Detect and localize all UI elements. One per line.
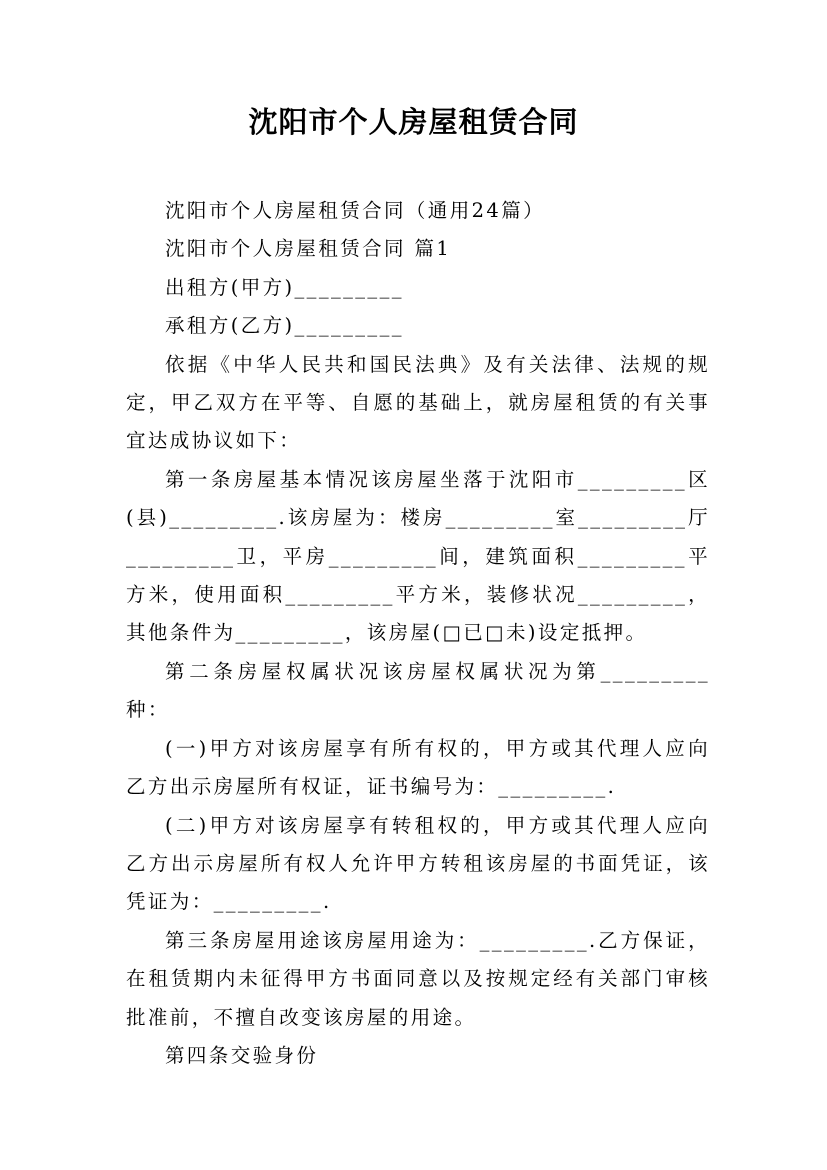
paragraph-lessor: 出租方(甲方)_________ — [165, 275, 404, 299]
paragraph-preamble: 依据《中华人民共和国民法典》及有关法律、法规的规定，甲乙双方在平等、自愿的基础上，就房屋租赁的有关事宜达成协议如下： — [126, 352, 710, 453]
paragraph-lessee: 承租方(乙方)_________ — [165, 314, 404, 338]
paragraph-article-2-item-2: (二)甲方对该房屋享有转租权的，甲方或其代理人应向乙方出示房屋所有权人允许甲方转租该房屋的书面凭证，该凭证为：_________. — [126, 813, 710, 914]
paragraph-article-2: 第二条房屋权属状况该房屋权属状况为第_________种： — [126, 659, 710, 722]
paragraph-article-4: 第四条交验身份 — [165, 1043, 319, 1067]
paragraph-subtitle: 沈阳市个人房屋租赁合同（通用24篇） — [165, 199, 546, 222]
document-body — [126, 192, 710, 1075]
document-title: 沈阳市个人房屋租赁合同 — [248, 105, 579, 139]
paragraph-section-heading: 沈阳市个人房屋租赁合同 篇1 — [165, 237, 452, 261]
paragraph-article-3: 第三条房屋用途该房屋用途为：_________.乙方保证，在租赁期内未征得甲方书面同意以及按规定经有关部门审核批准前，不擅自改变该房屋的用途。 — [126, 928, 710, 1029]
paragraph-article-1: 第一条房屋基本情况该房屋坐落于沈阳市_________区(县)_________.该房屋为：楼房_________室_________厅_________卫，平房_________间，建筑面积_________平方米，使用面积_________平方米，装修状况_________，其他条件为_________，该房屋(□已□未)设定抵押。 — [126, 467, 710, 645]
paragraph-article-2-item-1: (一)甲方对该房屋享有所有权的，甲方或其代理人应向乙方出示房屋所有权证，证书编号为：_________. — [126, 736, 710, 799]
